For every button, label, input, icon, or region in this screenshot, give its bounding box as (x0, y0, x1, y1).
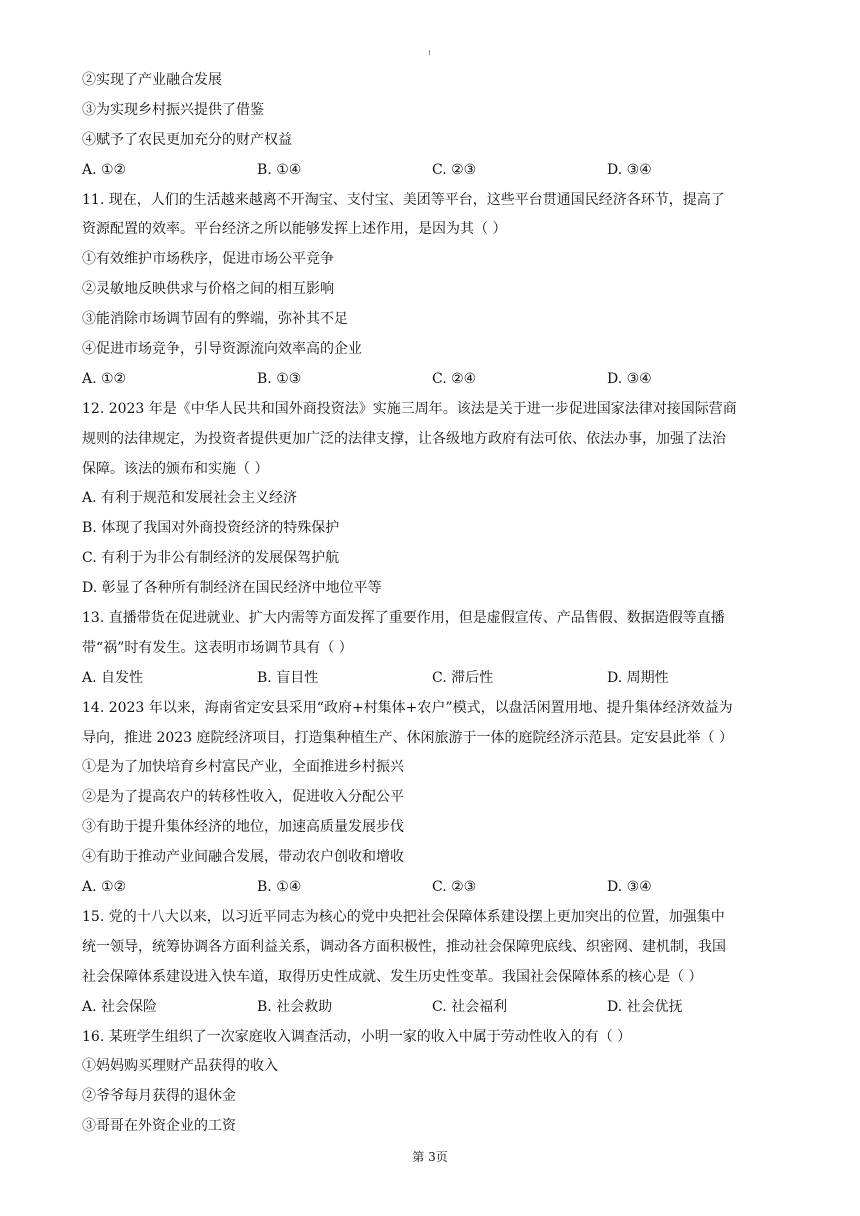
q11-statement-3: ③能消除市场调节固有的弊端，弥补其不足 (82, 311, 348, 328)
q11-option-c: C. ②④ (432, 370, 477, 387)
q14-option-a: A. ①② (82, 879, 127, 896)
q13-option-a: A. 自发性 (82, 669, 144, 686)
q12-stem-line-3: 保障。该法的颁布和实施（ ） (82, 460, 269, 477)
q16-statement-1: ①妈妈购买理财产品获得的收入 (82, 1058, 278, 1075)
q10-statement-3: ③为实现乡村振兴提供了借鉴 (82, 101, 264, 118)
q15-options (82, 993, 782, 1023)
q15-option-a: A. 社会保险 (82, 998, 158, 1015)
q10-statement-2: ②实现了产业融合发展 (82, 72, 222, 88)
q15-option-d: D. 社会优抚 (607, 998, 683, 1015)
q11-stem-line-1: 11. 现在，人们的生活越来越离不开淘宝、支付宝、美团等平台，这些平台贯通国民经济各环节，提高了 (82, 191, 725, 208)
q13-stem-line-1: 13. 直播带货在促进就业、扩大内需等方面发挥了重要作用，但是虚假宣传、产品售假、数据造假等直播 (82, 610, 725, 627)
q16-statement-3: ③哥哥在外资企业的工资 (82, 1118, 236, 1135)
q14-statement-2: ②是为了提高农户的转移性收入，促进收入分配公平 (82, 789, 404, 806)
q11-stem-line-2: 资源配置的效率。平台经济之所以能够发挥上述作用，是因为其（ ） (82, 221, 507, 238)
page-top-mark (429, 50, 430, 55)
q14-option-c: C. ②③ (432, 879, 477, 896)
q15-option-b: B. 社会救助 (257, 998, 333, 1015)
q13-option-b: B. 盲目性 (257, 669, 319, 686)
q14-statement-1: ①是为了加快培育乡村富民产业，全面推进乡村振兴 (82, 759, 404, 776)
q14-stem-line-1: 14. 2023 年以来，海南省定安县采用“政府+村集体+农户”模式，以盘活闲置用地、提升集体经济效益为 (82, 699, 733, 716)
q11-statement-4: ④促进市场竞争，引导资源流向效率高的企业 (82, 341, 362, 358)
q15-stem-line-2: 统一领导，统筹协调各方面利益关系，调动各方面积极性，推动社会保障兜底线、织密网、建机制，我国 (82, 938, 726, 955)
q11-statement-1: ①有效维护市场秩序，促进市场公平竞争 (82, 251, 334, 268)
q11-option-b: B. ①③ (257, 370, 302, 387)
q13-stem-line-2: 带“祸”时有发生。这表明市场调节具有（ ） (82, 639, 353, 656)
q14-statement-3: ③有助于提升集体经济的地位，加速高质量发展步伐 (82, 819, 404, 836)
q14-stem-line-2: 导向，推进 2023 庭院经济项目，打造集种植生产、休闲旅游于一体的庭院经济示范县。定安县此举（ ） (82, 729, 733, 746)
q10-option-a: A. ①② (82, 161, 127, 178)
q13-option-d: D. 周期性 (607, 669, 669, 686)
q16-stem-line-1: 16. 某班学生组织了一次家庭收入调查活动，小明一家的收入中属于劳动性收入的有（ ） (82, 1028, 632, 1045)
q14-statement-4: ④有助于推动产业间融合发展，带动农户创收和增收 (82, 849, 404, 866)
q13-option-c: C. 滞后性 (432, 669, 494, 686)
q14-options (82, 873, 782, 903)
q15-option-c: C. 社会福利 (432, 998, 508, 1015)
page-number: 第 3页 (412, 1150, 448, 1164)
q12-choice-b: B. 体现了我国对外商投资经济的特殊保护 (82, 520, 340, 537)
q10-statement-4: ④赋予了农民更加充分的财产权益 (82, 131, 292, 148)
q12-choice-d: D. 彰显了各种所有制经济在国民经济中地位平等 (82, 580, 382, 597)
q12-choice-c: C. 有利于为非公有制经济的发展保驾护航 (82, 550, 340, 567)
q12-stem-line-2: 规则的法律规定，为投资者提供更加广泛的法律支撑，让各级地方政府有法可依、依法办事，加强了法治 (82, 430, 726, 447)
q10-options (82, 156, 782, 186)
q12-stem-line-1: 12. 2023 年是《中华人民共和国外商投资法》实施三周年。该法是关于进一步促进国家法律对接国际营商 (82, 400, 737, 417)
q11-option-a: A. ①② (82, 370, 127, 387)
q10-option-b: B. ①④ (257, 161, 302, 178)
q10-option-d: D. ③④ (607, 161, 652, 178)
q14-option-d: D. ③④ (607, 879, 652, 896)
q13-options (82, 664, 782, 694)
q15-stem-line-1: 15. 党的十八大以来，以习近平同志为核心的党中央把社会保障体系建设摆上更加突出的位置，加强集中 (82, 908, 725, 925)
q11-options (82, 365, 782, 395)
page-content (82, 66, 782, 1142)
q12-choice-a: A. 有利于规范和发展社会主义经济 (82, 490, 298, 507)
q11-option-d: D. ③④ (607, 370, 652, 387)
q16-statement-2: ②爷爷每月获得的退休金 (82, 1088, 236, 1105)
q15-stem-line-3: 社会保障体系建设进入快车道，取得历史性成就、发生历史性变革。我国社会保障体系的核心是（ ） (82, 968, 703, 985)
q14-option-b: B. ①④ (257, 879, 302, 896)
q11-statement-2: ②灵敏地反映供求与价格之间的相互影响 (82, 281, 334, 298)
q10-option-c: C. ②③ (432, 161, 477, 178)
